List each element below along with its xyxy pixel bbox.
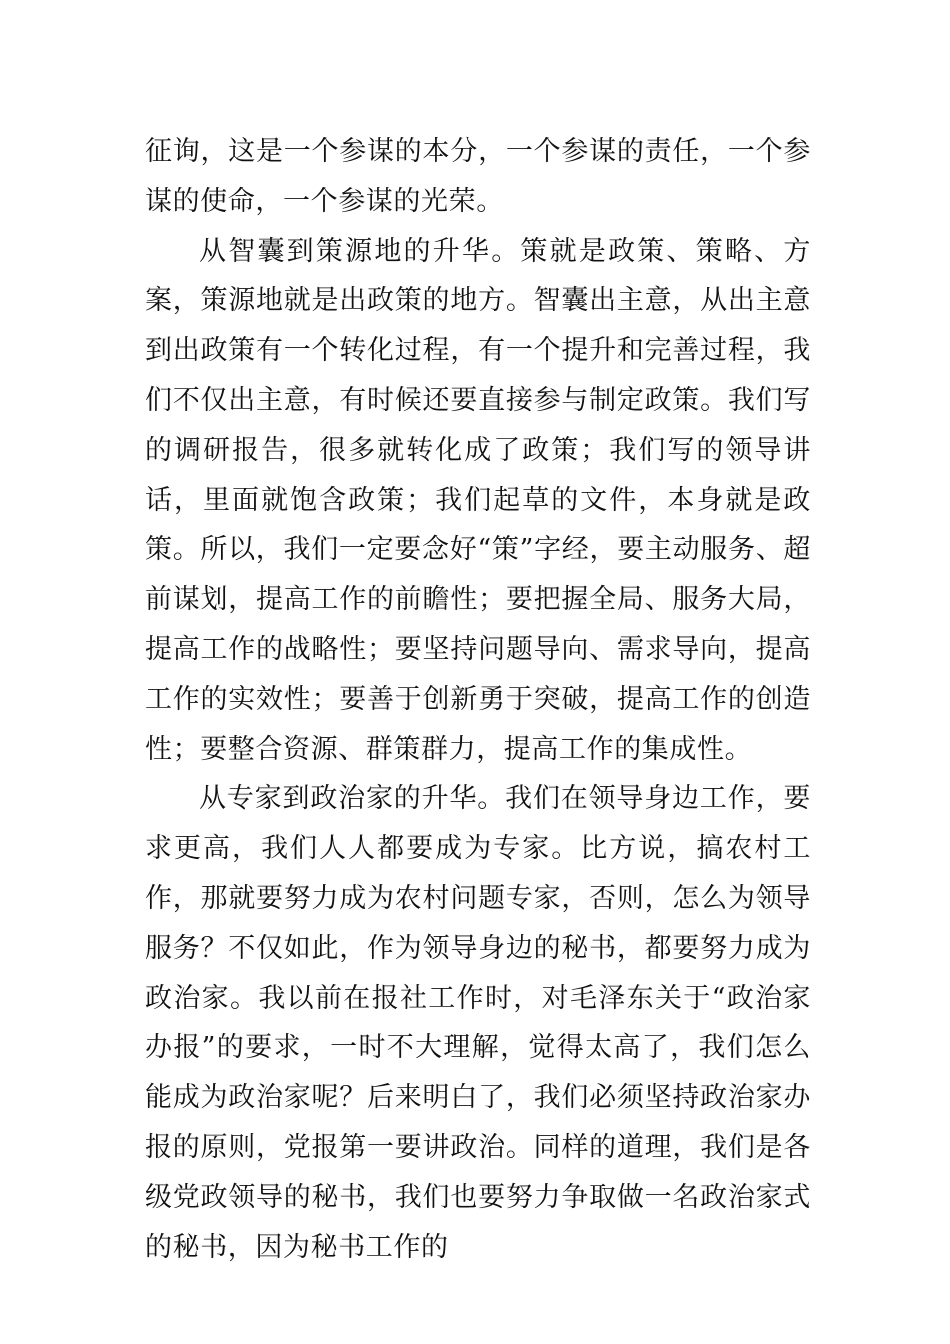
paragraph-expert-to-statesman: 从专家到政治家的升华。我们在领导身边工作，要求更高，我们人人都要成为专家。比方说，搞农村工作，那就要努力成为农村问题专家，否则，怎么为领导服务？不仅如此，作为领导身边的秘书，都要努力成为政治家。我以前在报社工作时，对毛泽东关于“政治家办报”的要求，一时不大理解，觉得太高了，我们怎么能成为政治家呢？后来明白了，我们必须坚持政治家办报的原则，党报第一要讲政治。同样的道理，我们是各级党政领导的秘书，我们也要努力争取做一名政治家式的秘书，因为秘书工作的: [145, 783, 811, 1263]
document-page: [145, 127, 811, 1272]
paragraph-continuation: 征询，这是一个参谋的本分，一个参谋的责任，一个参谋的使命，一个参谋的光荣。: [145, 136, 811, 217]
paragraph-think-tank-to-policy-source: 从智囊到策源地的升华。策就是政策、策略、方案，策源地就是出政策的地方。智囊出主意，从出主意到出政策有一个转化过程，有一个提升和完善过程，我们不仅出主意，有时候还要直接参与制定政策。我们写的调研报告，很多就转化成了政策；我们写的领导讲话，里面就饱含政策；我们起草的文件，本身就是政策。所以，我们一定要念好“策”字经，要主动服务、超前谋划，提高工作的前瞻性；要把握全局、服务大局，提高工作的战略性；要坚持问题导向、需求导向，提高工作的实效性；要善于创新勇于突破，提高工作的创造性；要整合资源、群策群力，提高工作的集成性。: [145, 235, 811, 765]
